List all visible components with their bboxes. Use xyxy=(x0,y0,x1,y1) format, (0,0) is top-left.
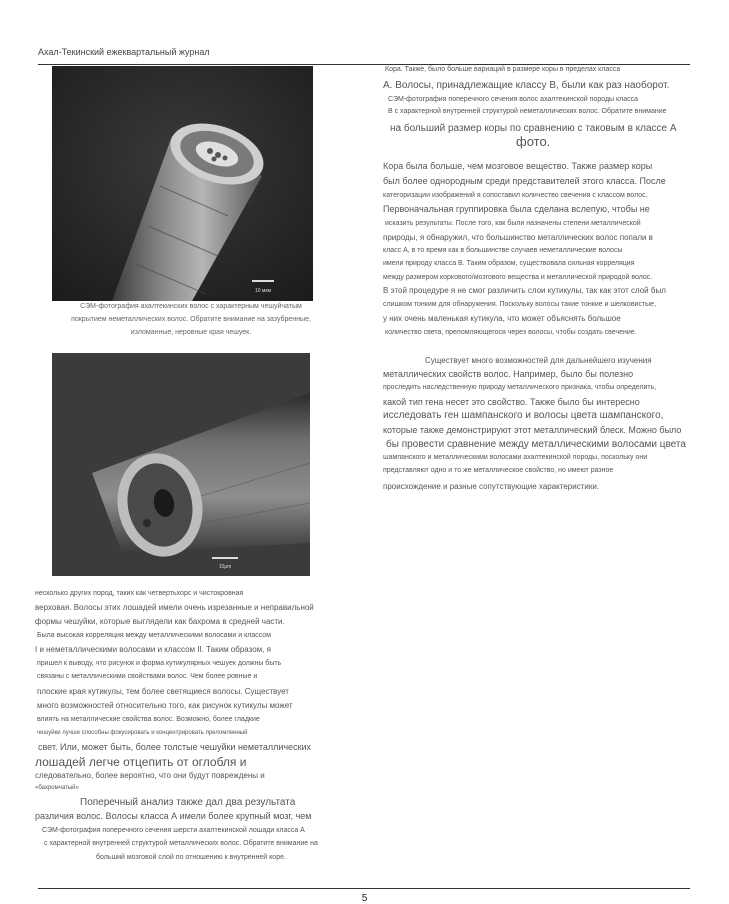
text-line: класс А, в то время как в большинстве случаев неметаллические волосы xyxy=(383,247,623,254)
text-line: влиять на металлические свойства волос. Возможно, более гладкие xyxy=(37,716,260,723)
text-line: категоризации изображений я сопоставил количество свечения с классом волос. xyxy=(383,192,648,199)
figure-1-caption xyxy=(52,300,330,339)
text-line: Кора была больше, чем мозговое вещество. Также размер коры xyxy=(383,161,653,171)
text-line: между размером коркового/мозгового вещества и металлической природой волос. xyxy=(383,274,653,281)
text-line: представляют одно и то же металлическое свойство, но имеют разное xyxy=(383,467,614,474)
text-line: природы, я обнаружил, что большинство металлических волос попали в xyxy=(383,233,653,242)
text-line: фото. xyxy=(516,134,551,149)
caption-line: СЭМ-фотография ахалтекинских волос с характерным чешуйчатым xyxy=(80,303,302,310)
text-line: больший мозговой слой по отношению к внутренней коре. xyxy=(96,854,286,861)
sem-photo-cross-section xyxy=(52,353,310,576)
text-line: шампанского и металлическими волосами ахалтекинской породы, поскольку они xyxy=(383,454,648,461)
text-line: плоские края кутикулы, тем более светящиеся волосы. Существует xyxy=(37,687,289,696)
text-line: количество света, преломляющегося через волосы, чтобы создать свечение. xyxy=(385,329,637,336)
sem-photo-scales xyxy=(52,66,313,301)
text-line: формы чешуйки, которые выглядели как бахрома в средней части. xyxy=(35,617,285,626)
text-line: Первоначальная группировка была сделана вслепую, чтобы не xyxy=(383,204,650,214)
text-line: верховая. Волосы этих лошадей имели очень изрезанные и неправильной xyxy=(35,603,314,612)
text-line: различия волос. Волосы класса А имели более крупный мозг, чем xyxy=(35,811,312,821)
text-line: связаны с металлическими свойствами волос. Чем более ровные и xyxy=(37,673,258,680)
text-line: несколько других пород, таких как четвертьхорс и чистокровная xyxy=(35,590,244,597)
text-line: СЭМ-фотография поперечного сечения шерсти ахалтекинской лошади класса А xyxy=(42,827,305,834)
page-number: 5 xyxy=(361,893,368,904)
text-line: какой тип гена несет это свойство. Также было бы интересно xyxy=(383,397,640,407)
text-line: I и неметаллическими волосами и классом II. Таким образом, я xyxy=(35,645,271,654)
text-line: много возможностей относительно того, как рисунок кутикулы может xyxy=(37,701,293,710)
text-line: Поперечный анализ также дал два результата xyxy=(80,797,296,808)
text-line: происхождение и разные сопутствующие характеристики. xyxy=(383,482,600,491)
text-line: чешуйки лучше способны фокусировать и концентрировать преломленный xyxy=(37,730,248,736)
caption-line: покрытием неметаллических волос. Обратите внимание на зазубренные, xyxy=(71,316,311,323)
text-line: лошадей легче отцепить от оглобля и xyxy=(35,755,247,769)
text-line: В с характерной внутренней структурой неметаллических волос. Обратите внимание xyxy=(388,108,667,115)
text-line: Была высокая корреляция между металлическими волосами и классом xyxy=(37,632,271,639)
text-line: «бахромчатый» xyxy=(35,785,79,791)
text-line: металлических свойств волос. Например, было бы полезно xyxy=(383,369,634,379)
text-line: бы провести сравнение между металлическими волосами цвета xyxy=(386,439,686,450)
text-line: которые также демонстрируют этот металлический блеск. Можно было xyxy=(383,425,682,435)
text-line: у них очень маленькая кутикула, что может объяснять большое xyxy=(383,314,621,323)
text-line: с характерной внутренней структурой металлических волос. Обратите внимание на xyxy=(44,840,318,847)
text-line: В этой процедуре я не смог различить слои кутикулы, так как этот слой был xyxy=(383,286,666,295)
footer-rule xyxy=(38,888,690,889)
text-line: Существует много возможностей для дальнейшего изучения xyxy=(425,356,652,365)
header-rule xyxy=(38,64,690,65)
text-line: на больший размер коры по сравнению с таковым в классе А xyxy=(390,123,677,134)
text-line: СЭМ-фотография поперечного сечения волос ахалтекинской породы класса xyxy=(388,96,639,103)
text-line: А. Волосы, принадлежащие классу В, были как раз наоборот. xyxy=(383,80,670,91)
text-line: свет. Или, может быть, более толстые чешуйки неметаллических xyxy=(38,742,312,752)
fig2-scale-label: 10µm xyxy=(218,564,232,570)
text-line: пришел к выводу, что рисунок и форма кутикулярных чешуек должны быть xyxy=(37,660,282,667)
text-line: был более однородным среди представителей этого класса. После xyxy=(383,176,666,186)
fig1-scale-label: 10 мкм xyxy=(254,288,272,294)
text-line: слишком тонким для обнаружения. Поскольку волосы такие тонкие и шелковистые, xyxy=(383,301,657,308)
text-line: проследить наследственную природу металлического признака, чтобы определить, xyxy=(383,384,657,391)
text-line: исказить результаты. После того, как были назначены степени металлической xyxy=(385,220,641,227)
text-line: Кора. Также, было больше вариаций в размере коры в пределах класса xyxy=(385,66,621,73)
journal-header: Ахал-Текинский ежеквартальный журнал xyxy=(38,47,210,57)
text-line: следовательно, более вероятно, что они будут повреждены и xyxy=(35,771,265,780)
caption-line: изломанные, неровные края чешуек. xyxy=(130,329,252,336)
text-line: имели природу класса В. Таким образом, существовала сильная корреляция xyxy=(383,260,635,267)
text-line: исследовать ген шампанского и волосы цвета шампанского, xyxy=(383,410,664,421)
